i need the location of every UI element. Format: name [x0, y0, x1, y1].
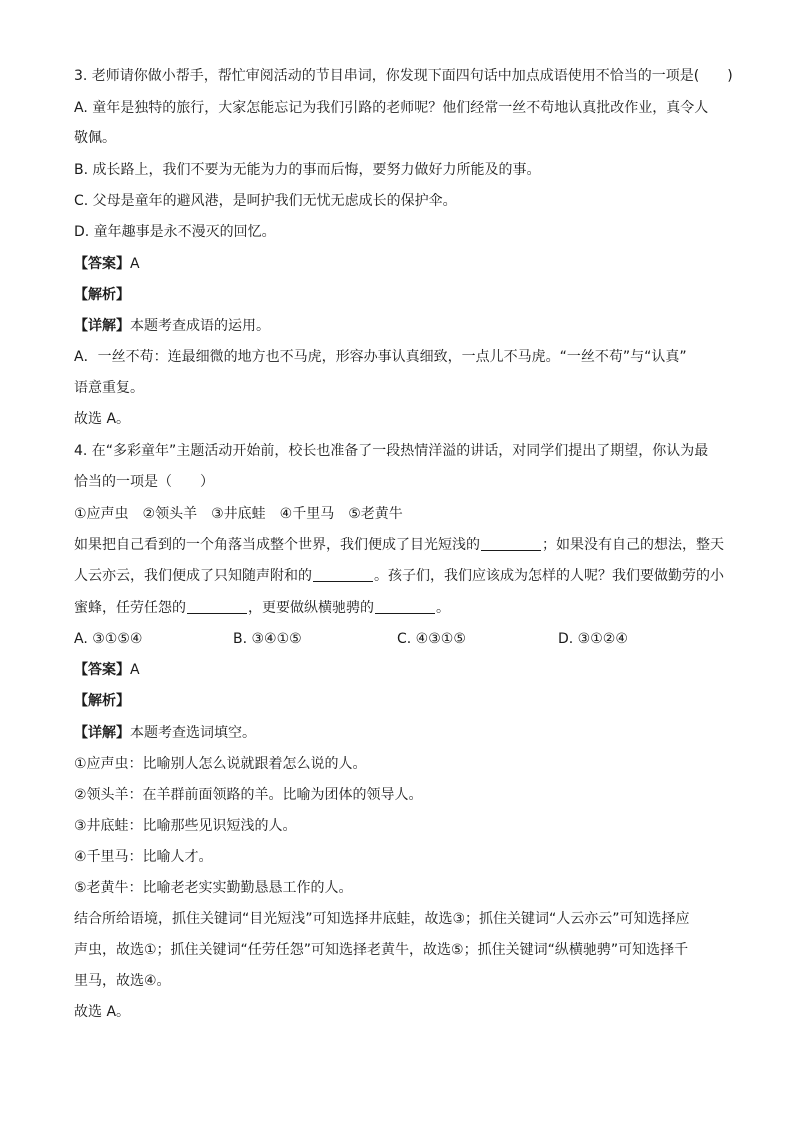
q4-word-list: ①应声虫 ②领头羊 ③井底蛙 ④千里马 ⑤老黄牛 [74, 506, 403, 522]
fill-blank [313, 567, 373, 582]
q4-option-b: B. ③④①⑤ [233, 631, 302, 647]
q3-detail [74, 316, 270, 336]
fill-blank [187, 599, 247, 614]
q4-answer [74, 660, 140, 680]
q3-answer [74, 254, 140, 274]
q4-option-a: A. ③①⑤④ [74, 631, 143, 647]
q4-explanation-1: ①应声虫：比喻别人怎么说就跟着怎么说的人。 [74, 756, 367, 772]
q4-detail-text: 本题考查选词填空。 [130, 725, 256, 741]
q4-passage-text: ，更要做纵横驰骋的 [248, 600, 374, 616]
q4-passage-line2 [74, 566, 724, 586]
fill-blank [481, 536, 541, 551]
q4-passage-text: 。孩子们，我们应该成为怎样的人呢？我们要做勤劳的小 [374, 568, 724, 584]
q3-option-b: B. 成长路上，我们不要为无能为力的事而后悔，要努力做好力所能及的事。 [74, 162, 541, 178]
q4-stem-line1: 4. 在“多彩童年”主题活动开始前，校长也准备了一段热情洋溢的讲话，对同学们提出了期望，你认为最 [74, 443, 709, 459]
q3-option-c: C. 父母是童年的避风港，是呵护我们无忧无虑成长的保护伞。 [74, 193, 457, 209]
q3-explanation-line1: A．一丝不苟：连最细微的地方也不马虎，形容办事认真细致，一点儿不马虎。“一丝不苟”与“认真” [74, 349, 687, 365]
q4-summary-line2: 声虫，故选①；抓住关键词“任劳任怨”可知选择老黄牛，故选⑤；抓住关键词“纵横驰骋”可知选择千 [74, 942, 689, 958]
q3-conclusion: 故选 A。 [74, 411, 131, 427]
q4-summary-line3: 里马，故选④。 [74, 973, 171, 989]
q4-passage-text: ；如果没有自己的想法，整天 [542, 537, 724, 553]
q3-detail-tag: 【详解】 [74, 318, 130, 334]
q3-stem: 3. 老师请你做小帮手，帮忙审阅活动的节目串词，你发现下面四句话中加点成语使用不恰当的一项是( ) [74, 68, 733, 84]
q4-analysis-tag: 【解析】 [74, 693, 130, 709]
q4-explanation-4: ④千里马：比喻人才。 [74, 849, 213, 865]
q4-passage-text: 蜜蜂，任劳任怨的 [74, 600, 186, 616]
q4-detail [74, 723, 256, 743]
q3-option-a-line2: 敬佩。 [74, 130, 116, 146]
q4-conclusion: 故选 A。 [74, 1004, 131, 1020]
q4-passage-text: 人云亦云，我们便成了只知随声附和的 [74, 568, 312, 584]
q4-passage-line3 [74, 598, 450, 618]
q4-stem-line2: 恰当的一项是（ ） [74, 474, 214, 490]
q4-passage-line1 [74, 535, 724, 555]
q3-answer-tag: 【答案】 [74, 256, 130, 272]
q4-option-d: D. ③①②④ [558, 631, 628, 647]
q3-option-d: D. 童年趣事是永不漫灭的回忆。 [74, 224, 276, 240]
q4-explanation-5: ⑤老黄牛：比喻老老实实勤勤恳恳工作的人。 [74, 880, 353, 896]
q4-option-c: C. ④③①⑤ [397, 631, 466, 647]
q4-answer-tag: 【答案】 [74, 662, 130, 678]
q3-detail-text: 本题考查成语的运用。 [130, 318, 270, 334]
q4-answer-value: A [130, 662, 140, 678]
q4-explanation-3: ③井底蛙：比喻那些见识短浅的人。 [74, 818, 297, 834]
q3-option-a-line1: A. 童年是独特的旅行，大家怎能忘记为我们引路的老师呢？他们经常一丝不苟地认真批改作业，真令人 [74, 100, 709, 116]
fill-blank [375, 599, 435, 614]
q4-passage-text: 如果把自己看到的一个角落当成整个世界，我们便成了目光短浅的 [74, 537, 480, 553]
q4-detail-tag: 【详解】 [74, 725, 130, 741]
q4-summary-line1: 结合所给语境，抓住关键词“目光短浅”可知选择井底蛙，故选③；抓住关键词“人云亦云”可知选择应 [74, 911, 690, 927]
q4-passage-text: 。 [436, 600, 450, 616]
q3-analysis-tag: 【解析】 [74, 287, 130, 303]
q4-explanation-2: ②领头羊：在羊群前面领路的羊。比喻为团体的领导人。 [74, 787, 423, 803]
q3-answer-value: A [130, 256, 140, 272]
q3-explanation-line2: 语意重复。 [74, 380, 144, 396]
